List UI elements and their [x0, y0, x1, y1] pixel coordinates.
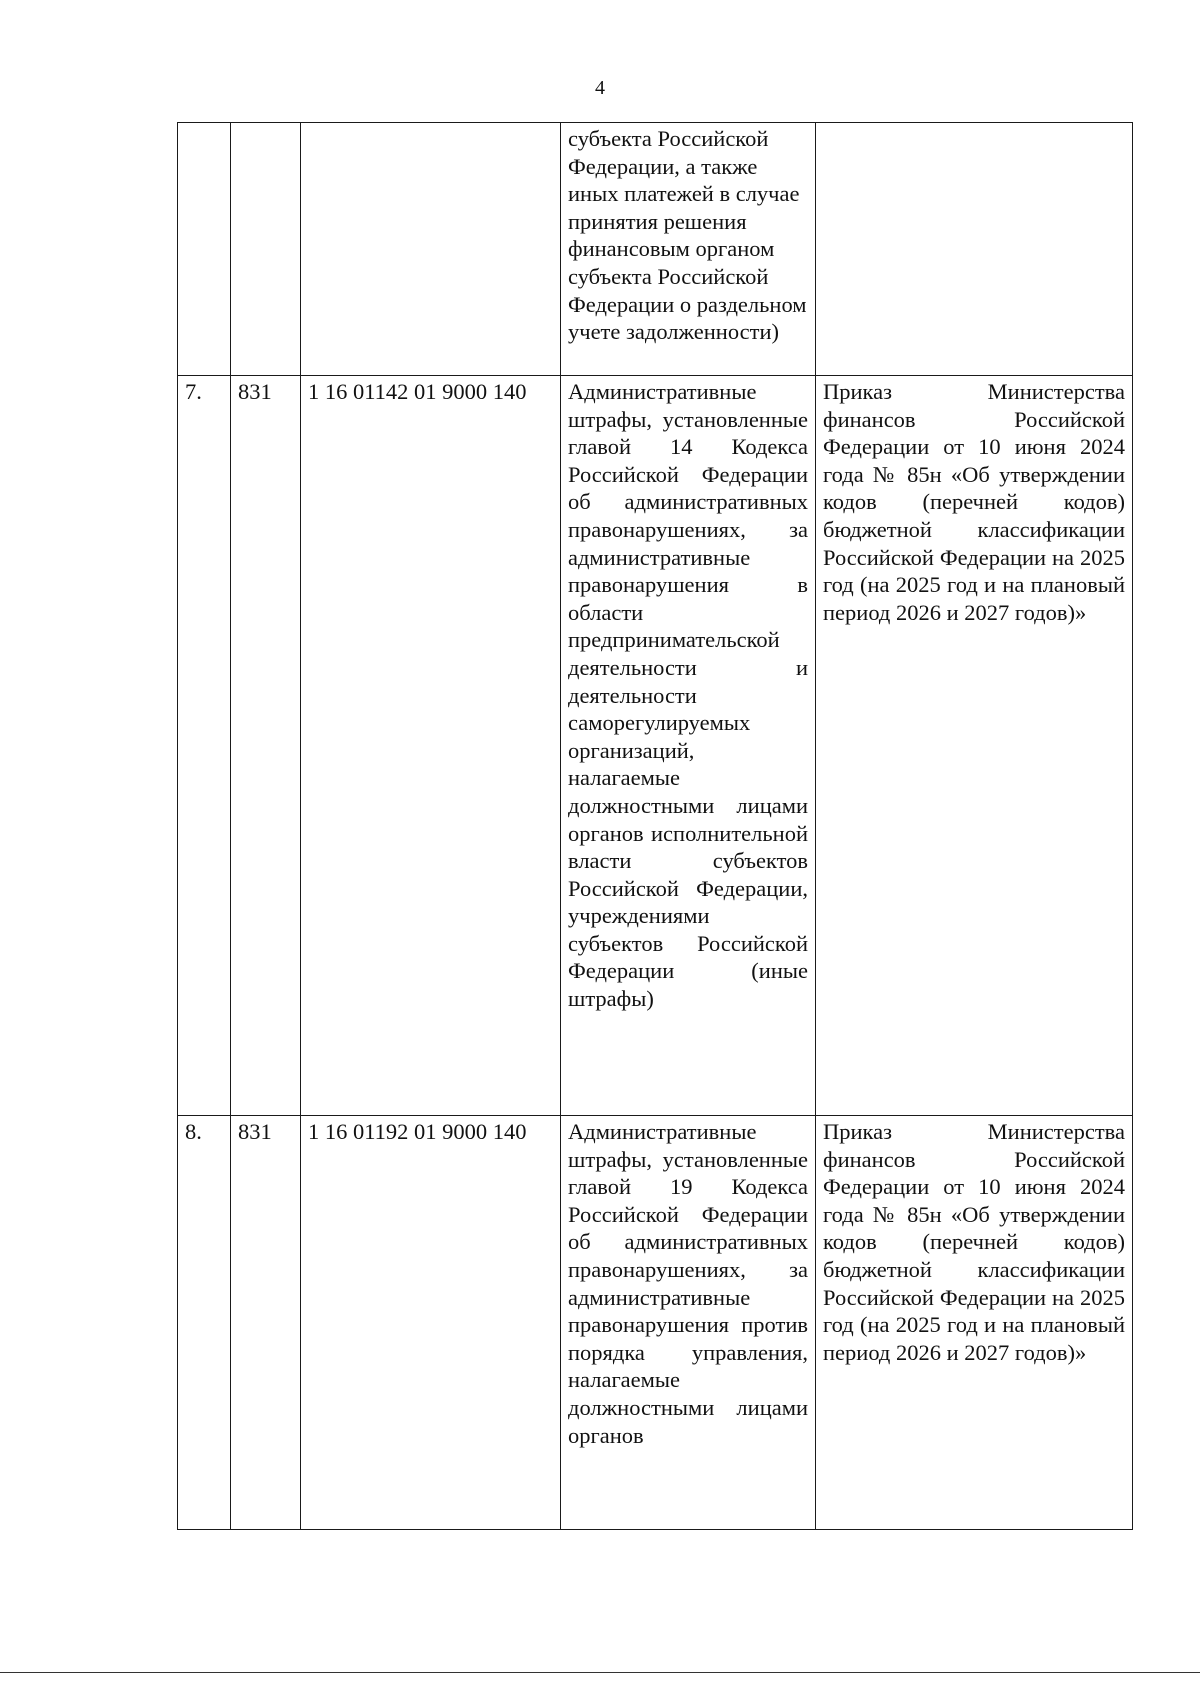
row-number-cell: 8.: [178, 1116, 231, 1530]
scan-bottom-edge-line: [0, 1672, 1200, 1673]
kbk-code-cell: 1 16 01142 01 9000 140: [301, 376, 561, 1116]
table-row: [178, 123, 1133, 376]
row-number-cell: 7.: [178, 376, 231, 1116]
kbk-code-cell: 1 16 01192 01 9000 140: [301, 1116, 561, 1530]
budget-codes-table: [177, 122, 1133, 1530]
legal-basis-cell: [816, 123, 1133, 376]
legal-basis-cell: Приказ Министерства финансов Российской Федерации от 10 июня 2024 года № 85н «Об утверждении кодов (перечней кодов) бюджетной классификации Российской Федерации на 2025 год (на 2025 год и на плановый период 2026 и 2027 годов)»: [816, 376, 1133, 1116]
row-number-cell: [178, 123, 231, 376]
kbk-code-cell: [301, 123, 561, 376]
admin-code-cell: [231, 123, 301, 376]
table-row: [178, 1116, 1133, 1530]
page-number: 4: [595, 77, 605, 99]
revenue-name-cell: субъекта Российской Федерации, а также иных платежей в случае принятия решения финансовым органом субъекта Российской Федерации о раздельном учете задолженности): [561, 123, 816, 376]
legal-basis-cell: Приказ Министерства финансов Российской Федерации от 10 июня 2024 года № 85н «Об утверждении кодов (перечней кодов) бюджетной классификации Российской Федерации на 2025 год (на 2025 год и на плановый период 2026 и 2027 годов)»: [816, 1116, 1133, 1530]
revenue-name-cell: Административные штрафы, установленные главой 14 Кодекса Российской Федерации об административных правонарушениях, за административные правонарушения в области предпринимательской деятельности и деятельности саморегулируемых организаций, налагаемые должностными лицами органов исполнительной власти субъектов Российской Федерации, учреждениями субъектов Российской Федерации (иные штрафы): [561, 376, 816, 1116]
revenue-name-cell: Административные штрафы, установленные главой 19 Кодекса Российской Федерации об административных правонарушениях, за административные правонарушения против порядка управления, налагаемые должностными лицами органов: [561, 1116, 816, 1530]
admin-code-cell: 831: [231, 376, 301, 1116]
admin-code-cell: 831: [231, 1116, 301, 1530]
table-row: [178, 376, 1133, 1116]
